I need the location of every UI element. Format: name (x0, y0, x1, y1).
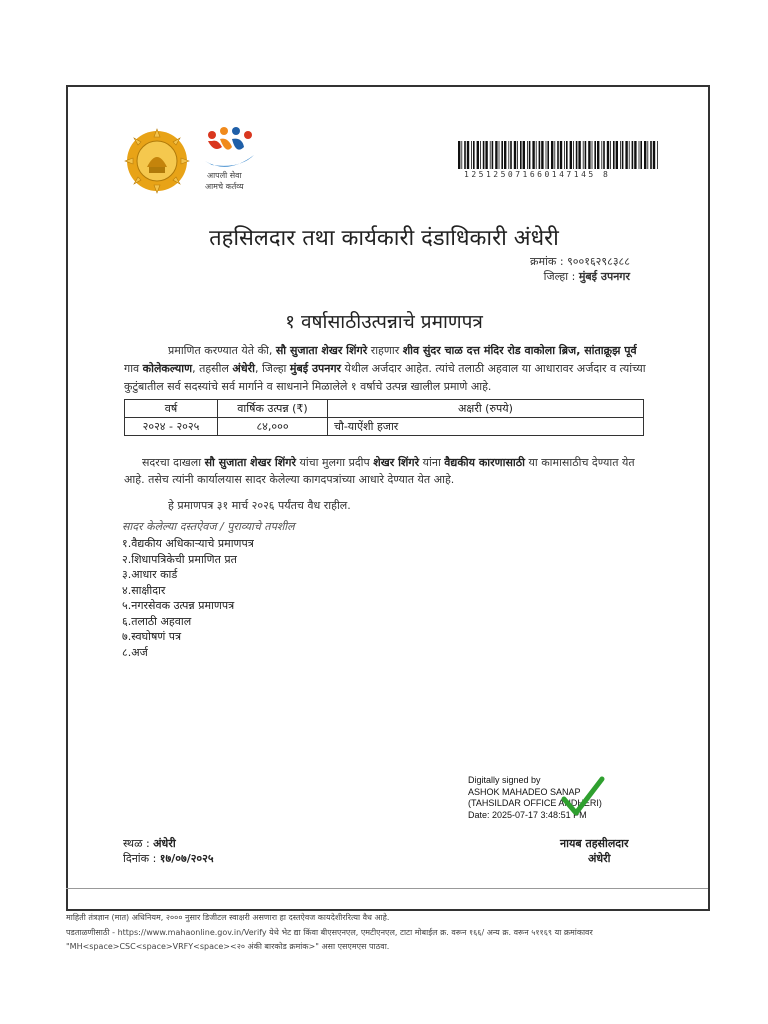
header-words: अक्षरी (रुपये) (328, 400, 644, 418)
footer-verify-note: पडताळणीसाठी - https://www.mahaonline.gov.in/Verify येथे भेट द्या किंवा बीएसएनएल, एमटीएनएल, टाटा मोबाईल क्र. वरून १६६/ अन्य क्र. वरून ५११६९ या क्रमांकावर (66, 928, 593, 937)
purpose-son: शेखर शिंगरे (373, 456, 420, 469)
maharashtra-emblem-icon (123, 127, 191, 195)
purpose-reason: वैद्यकीय कारणासाठी (444, 456, 525, 469)
body-text-6: येथील अर्जदार आहेत. त्यांचे तलाठी अहवाल या आधारावर अर्जदार व त्यांच्या कुटुंबातील सर्व सदस्यांचे सर्व मार्गाने व साधनाने मिळालेले १ वर्षाचे उत्पन्न खालील प्रमाणे आहे. (124, 362, 646, 393)
body-text-1: प्रमाणित करण्यात येते की, (168, 344, 276, 357)
footer-sms-note: "MH<space>CSC<space>VRFY<space><२० अंकी बारकोड क्रमांक>" असा एसएमएस पाठवा. (66, 942, 390, 951)
cell-amount: ८४,००० (218, 418, 328, 436)
list-item: ४.साक्षीदार (122, 583, 166, 597)
cell-words: चौ-याऐंशी हजार (328, 418, 644, 436)
table-row (125, 418, 644, 436)
applicant-name: सौ सुजाता शेखर शिंगरे (275, 344, 368, 357)
list-item: १.वैद्यकीय अधिकाऱ्याचे प्रमाणपत्र (122, 537, 254, 550)
signature-line-2: ASHOK MAHADEO SANAP (468, 786, 581, 797)
footer-legal-note: माहिती तंत्रज्ञान (मात) अधिनियम, २००० नुसार डिजीटल स्वाक्षरी असणारा हा दस्तऐवज कायदेशीररित्या वैध आहे. (66, 913, 390, 922)
barcode-icon (458, 141, 660, 169)
certificate-number-value: ९००१६२९८३८८ (567, 255, 630, 268)
signature-line-4: Date: 2025-07-17 3:48:51 PM (468, 809, 587, 820)
documents-heading: सादर केलेल्या दस्तऐवज / पुराव्याचे तपशील (122, 520, 295, 533)
seva-logo-text-2: आमचे कर्तव्य (205, 182, 244, 191)
certificate-number (530, 254, 630, 269)
signature-line-3: (TAHSILDAR OFFICE ANDHERI) (468, 798, 602, 808)
body-text-4: , तहसील (192, 362, 233, 375)
certificate-body (124, 342, 649, 396)
taluka-name: अंधेरी (232, 362, 255, 375)
district-value: मुंबई उपनगर (578, 270, 630, 283)
document-border (66, 85, 710, 911)
purpose-text-1: सदरचा दाखला (142, 456, 205, 469)
office-title: तहसिलदार तथा कार्यकारी दंडाधिकारी अंधेरी (209, 226, 559, 251)
list-item: ५.नगरसेवक उत्पन्न प्रमाणपत्र (122, 599, 235, 612)
applicant-address: शीव सुंदर चाळ दत्त मंदिर रोड वाकोला ब्रिज, सांताक्रूझ पूर्व (402, 344, 637, 357)
body-text-2: राहणार (367, 344, 403, 357)
date-value: १७/०७/२०२५ (159, 852, 214, 865)
purpose-text-2: यांचा मुलगा प्रदीप (295, 456, 374, 469)
validity-note: हे प्रमाणपत्र ३१ मार्च २०२६ पर्यंतच वैध राहील. (168, 499, 351, 512)
district-line (544, 269, 630, 284)
village-name: कोलेकल्याण (142, 362, 193, 375)
list-item: ३.आधार कार्ड (122, 568, 178, 581)
certificate-number-label: क्रमांक : (530, 255, 564, 268)
list-item: ७.स्वघोषणं पत्र (122, 630, 182, 643)
header-income: वार्षिक उत्पन्न (₹) (218, 400, 328, 418)
place-label: स्थळ : (123, 837, 150, 850)
place-line (123, 836, 176, 851)
barcode-number: 125125071660147145 8 (464, 170, 611, 179)
list-item: ८.अर्ज (122, 645, 148, 659)
body-text-5: , जिल्हा (254, 362, 290, 375)
district-label: जिल्हा : (543, 270, 576, 283)
purpose-paragraph (124, 454, 649, 488)
officer-location: अंधेरी (588, 852, 611, 865)
footer-divider (66, 888, 708, 889)
purpose-text-3: यांना (419, 456, 445, 469)
body-text-3: गाव (124, 362, 143, 375)
cell-year: २०२४ - २०२५ (125, 418, 218, 436)
documents-list (122, 536, 254, 660)
header-year: वर्ष (125, 400, 218, 418)
purpose-person: सौ सुजाता शेखर शिंगरे (204, 456, 296, 469)
date-label: दिनांक : (123, 852, 157, 865)
income-table (124, 399, 644, 436)
seva-logo-text-1: आपली सेवा (207, 171, 242, 180)
signature-line-1: Digitally signed by (468, 775, 541, 785)
list-item: २.शिधापत्रिकेची प्रमाणित प्रत (122, 552, 237, 566)
purpose-text-4: या कामासाठीच देण्यात येत आहे. तसेच त्यांनी कार्यालयास सादर केलेल्या कागदपत्रांच्या आधारे देण्यात येत आहे. (124, 456, 635, 486)
certificate-title: १ वर्षासाठीउत्पन्नाचे प्रमाणपत्र (285, 311, 483, 333)
officer-title: नायब तहसीलदार (560, 837, 629, 850)
place-value: अंधेरी (153, 837, 176, 850)
date-line (123, 851, 214, 866)
signature-valid-check-icon (560, 773, 606, 819)
income-table-header (125, 400, 644, 418)
list-item: ६.तलाठी अहवाल (122, 614, 192, 628)
district-name: मुंबई उपनगर (289, 362, 342, 375)
